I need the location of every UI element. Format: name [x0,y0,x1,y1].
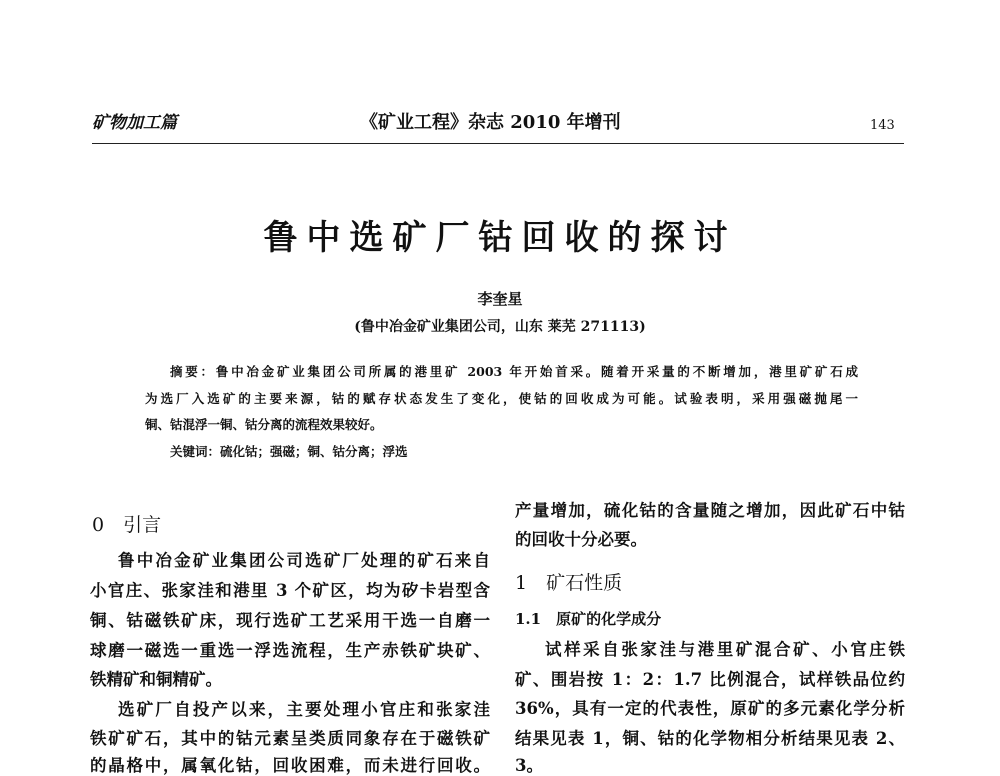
header-rule [92,143,904,144]
section-heading-0: 0 引言 [92,514,162,536]
body-line: 铜、钴磁铁矿床，现行选矿工艺采用干选一自磨一 [90,611,490,630]
body-line: 鲁中冶金矿业集团公司选矿厂处理的矿石来自 [118,551,490,570]
affiliation: (鲁中冶金矿业集团公司，山东 莱芜 271113) [354,319,646,335]
section-heading-1: 1 矿石性质 [515,572,623,594]
body-line: 3。 [515,756,543,775]
body-line: 铁精矿和铜精矿。 [90,670,222,689]
header-journal: 《矿业工程》杂志 2010 年增刊 [360,112,621,133]
page-number: 143 [870,118,895,133]
abstract-line: 为选厂入选矿的主要来源，钴的赋存状态发生了变化，使钴的回收成为可能。试验表明，采用强磁抛尾一 [145,391,858,406]
subsection-heading: 1.1 原矿的化学成分 [515,610,662,628]
body-line: 试样采自张家洼与港里矿混合矿、小官庄铁 [545,640,905,659]
keywords: 关键词：硫化钴；强磁；铜、钴分离；浮选 [170,444,408,459]
body-line: 的回收十分必要。 [515,530,647,549]
body-line: 选矿厂自投产以来，主要处理小官庄和张家洼 [118,700,490,719]
body-line: 产量增加，硫化钴的含量随之增加，因此矿石中钴 [515,501,905,520]
author: 李奎星 [477,290,523,308]
header-section: 矿物加工篇 [92,113,177,133]
abstract-line: 铜、钴混浮一铜、钴分离的流程效果较好。 [145,417,383,432]
body-line: 36%，具有一定的代表性，原矿的多元素化学分析 [515,699,905,718]
body-line: 矿、围岩按 1：2：1.7 比例混合，试样铁品位约 [515,670,905,689]
body-line: 结果见表 1，铜、钴的化学物相分析结果见表 2、 [515,729,905,748]
body-line: 球磨一磁选一重选一浮选流程，生产赤铁矿块矿、 [90,641,490,660]
body-line: 铁矿矿石，其中的钴元素呈类质同象存在于磁铁矿 [90,729,490,748]
paper-title: 鲁中选矿厂钴回收的探讨 [263,218,737,258]
abstract-line: 摘要：鲁中冶金矿业集团公司所属的港里矿 2003 年开始首采。随着开采量的不断增加，港里矿矿石成 [170,364,858,379]
body-line: 的晶格中，属氧化钴，回收困难，而未进行回收。 [90,756,490,775]
body-line: 小官庄、张家洼和港里 3 个矿区，均为矽卡岩型含 [90,581,490,600]
